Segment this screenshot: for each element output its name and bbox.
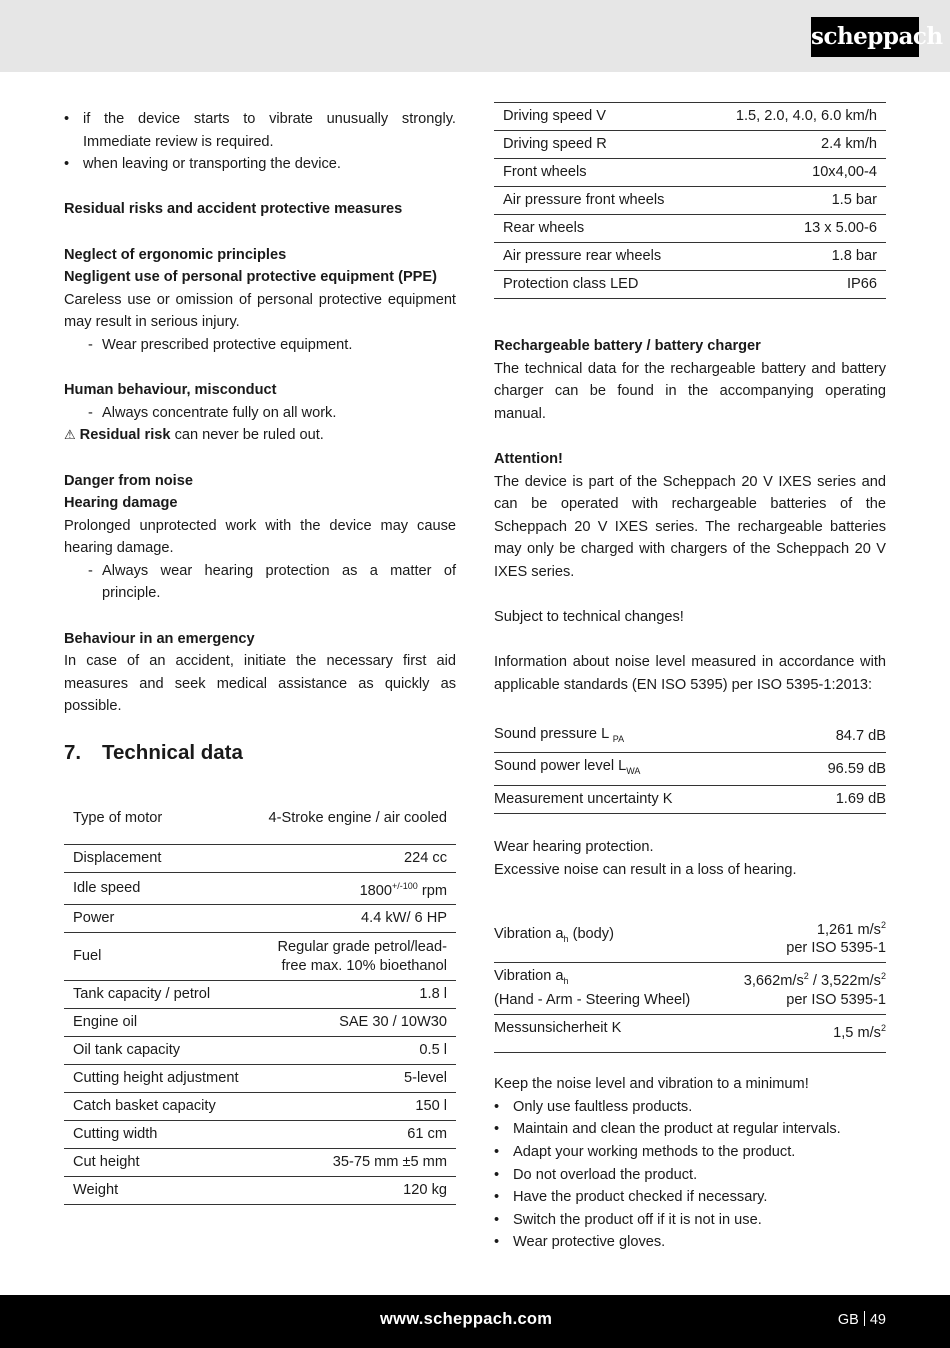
row-label: Cut height bbox=[73, 1154, 140, 1171]
noise-info-text: Information about noise level measured in accordance with applicable standards (EN ISO 5395) per ISO 5395-1:2013: bbox=[494, 654, 886, 693]
row-value: SAE 30 / 10W30 bbox=[339, 1014, 447, 1031]
table-row bbox=[64, 905, 456, 933]
scheppach-logo: scheppach bbox=[811, 17, 919, 57]
list-item: • Maintain and clean the product at regular intervals. bbox=[494, 1118, 886, 1141]
table-row bbox=[494, 215, 886, 243]
row-label: Rear wheels bbox=[503, 220, 585, 236]
row-value: Regular grade petrol/lead-free max. 10% bioethanol bbox=[277, 938, 447, 974]
value-standard: per ISO 5395-1 bbox=[786, 992, 886, 1009]
table-row bbox=[64, 1177, 456, 1205]
row-label: Catch basket capacity bbox=[73, 1098, 216, 1115]
table-row bbox=[64, 1149, 456, 1177]
battery-text: The technical data for the rechargeable battery and battery charger can be found in the accompanying operating manual. bbox=[494, 360, 886, 422]
separator bbox=[864, 1311, 865, 1326]
page-indicator bbox=[838, 1311, 886, 1328]
label-text: Sound pressure L bbox=[494, 725, 609, 742]
value-rest: / 3,522m/s bbox=[808, 973, 881, 990]
subject-to-changes: Subject to technical changes! bbox=[494, 609, 684, 626]
label-subscript: h bbox=[563, 933, 569, 944]
row-value: 5-level bbox=[404, 1070, 447, 1087]
row-value: 61 cm bbox=[407, 1126, 447, 1143]
row-value: 10x4,00-4 bbox=[812, 164, 877, 180]
row-value: 1.8 l bbox=[419, 986, 447, 1003]
table-row bbox=[64, 1009, 456, 1037]
list-item: • Only use faultless products. bbox=[494, 1096, 886, 1119]
row-label: Cutting width bbox=[73, 1126, 158, 1143]
row-label: Driving speed R bbox=[503, 136, 607, 152]
bullet-list-top bbox=[64, 108, 456, 176]
list-item: • Wear protective gloves. bbox=[494, 1231, 886, 1254]
row-label: Driving speed V bbox=[503, 108, 607, 124]
table-row bbox=[64, 1121, 456, 1149]
idle-speed-value: 1800 bbox=[359, 882, 393, 899]
value-sup: 2 bbox=[803, 971, 809, 982]
row-label bbox=[494, 963, 721, 1015]
table-row bbox=[494, 963, 886, 1015]
noise-table bbox=[494, 721, 886, 815]
row-value: 84.7 dB bbox=[835, 727, 886, 744]
row-value: 35-75 mm ±5 mm bbox=[332, 1154, 447, 1171]
section-title bbox=[64, 738, 456, 768]
table-row bbox=[64, 981, 456, 1009]
row-label: Front wheels bbox=[503, 164, 587, 180]
table-row bbox=[494, 131, 886, 159]
row-value: 150 l bbox=[415, 1098, 447, 1115]
table-row bbox=[64, 794, 456, 844]
technical-data-table-continued bbox=[494, 102, 886, 299]
idle-speed-unit: rpm bbox=[417, 882, 447, 899]
row-label: Air pressure front wheels bbox=[503, 192, 665, 208]
residual-risk-bold: Residual risk bbox=[79, 427, 171, 444]
value-text: 3,662m/s bbox=[743, 973, 804, 990]
row-label: Oil tank capacity bbox=[73, 1042, 181, 1059]
emergency-text: In case of an accident, initiate the necessary first aid measures and seek medical assistance as quickly as possible. bbox=[64, 653, 456, 715]
label-subscript: WA bbox=[626, 766, 641, 777]
row-value: 1.69 dB bbox=[835, 791, 886, 808]
list-item: • Switch the product off if it is not in use. bbox=[494, 1209, 886, 1232]
row-value: 2.4 km/h bbox=[821, 136, 877, 152]
table-row bbox=[64, 844, 456, 872]
section-title-text: Technical data bbox=[102, 741, 243, 765]
hearing-loss-line: Excessive noise can result in a loss of hearing. bbox=[494, 861, 797, 878]
right-column bbox=[494, 102, 886, 1254]
row-value: 1.8 bar bbox=[831, 248, 877, 264]
ergonomic-heading: Neglect of ergonomic principles bbox=[64, 246, 287, 263]
label-text: Vibration a bbox=[494, 925, 564, 942]
table-row bbox=[494, 271, 886, 299]
row-label: Messunsicherheit K bbox=[494, 1020, 622, 1037]
attention-text: The device is part of the Scheppach 20 V IXES series and can be operated with rechargeable batteries of the Scheppach 20 V IXES series. The rechargeable batteries may only be charged with chargers of the Scheppach 20 V IXES series. bbox=[494, 473, 886, 580]
row-label: Engine oil bbox=[73, 1014, 138, 1031]
row-label: Air pressure rear wheels bbox=[503, 248, 662, 264]
row-label: Tank capacity / petrol bbox=[73, 986, 211, 1003]
table-row bbox=[494, 243, 886, 271]
attention-heading: Attention! bbox=[494, 450, 563, 467]
row-value: IP66 bbox=[846, 276, 877, 292]
warning-triangle-icon: ⚠ bbox=[64, 427, 76, 443]
row-value bbox=[721, 912, 886, 963]
value-sup: 2 bbox=[880, 1023, 886, 1034]
row-label: Measurement uncertainty K bbox=[494, 791, 673, 808]
section-number: 7. bbox=[64, 741, 82, 765]
row-label: Cutting height adjustment bbox=[73, 1070, 239, 1087]
label-text: Vibration a bbox=[494, 968, 564, 985]
human-dash-item: - Always concentrate fully on all work. bbox=[64, 402, 456, 425]
row-label: Power bbox=[73, 910, 115, 927]
footer-bar bbox=[0, 1295, 950, 1348]
list-item: • Adapt your working methods to the product. bbox=[494, 1141, 886, 1164]
table-row bbox=[494, 1015, 886, 1053]
row-label: Fuel bbox=[73, 948, 102, 965]
left-column bbox=[64, 108, 456, 1205]
row-value: 96.59 dB bbox=[827, 760, 886, 777]
value-text: 1,5 m/s bbox=[833, 1025, 881, 1042]
row-value: 4-Stroke engine / air cooled bbox=[268, 810, 447, 827]
row-value bbox=[721, 1015, 886, 1053]
row-value: 120 kg bbox=[403, 1182, 447, 1199]
table-row bbox=[64, 872, 456, 905]
table-row bbox=[64, 1037, 456, 1065]
row-value: 13 x 5.00-6 bbox=[803, 220, 877, 236]
hearing-dash-item: - Always wear hearing protection as a matter of principle. bbox=[64, 560, 456, 605]
wear-protection-line: Wear hearing protection. bbox=[494, 839, 654, 856]
row-label bbox=[494, 721, 789, 753]
list-item: • when leaving or transporting the device. bbox=[64, 153, 456, 176]
emergency-heading: Behaviour in an emergency bbox=[64, 630, 255, 647]
row-label: Protection class LED bbox=[503, 276, 639, 292]
table-row bbox=[494, 187, 886, 215]
residual-risk-line bbox=[64, 424, 456, 447]
residual-risk-rest: can never be ruled out. bbox=[170, 427, 324, 444]
table-row bbox=[64, 1093, 456, 1121]
ppe-text: Careless use or omission of personal protective equipment may result in serious injury. bbox=[64, 291, 456, 331]
value-standard: per ISO 5395-1 bbox=[786, 940, 886, 957]
row-label: Weight bbox=[73, 1182, 119, 1199]
table-row bbox=[494, 786, 886, 814]
row-value: 1.5, 2.0, 4.0, 6.0 km/h bbox=[735, 108, 877, 124]
hearing-text: Prolonged unprotected work with the device may cause hearing damage. bbox=[64, 517, 456, 557]
noise-heading: Danger from noise bbox=[64, 472, 193, 489]
table-row bbox=[494, 159, 886, 187]
row-label bbox=[494, 912, 721, 963]
bullet-list-bottom bbox=[494, 1096, 886, 1254]
page-number: 49 bbox=[869, 1312, 886, 1328]
language-code: GB bbox=[837, 1312, 859, 1328]
header-bar bbox=[0, 0, 950, 72]
label-subscript: h bbox=[563, 976, 569, 987]
hearing-heading: Hearing damage bbox=[64, 495, 178, 512]
technical-data-table bbox=[64, 794, 456, 1205]
website-link[interactable]: www.scheppach.com bbox=[380, 1310, 553, 1328]
row-label: Displacement bbox=[73, 849, 162, 866]
table-row bbox=[494, 103, 886, 131]
row-label bbox=[494, 753, 789, 786]
list-item: • Have the product checked if necessary. bbox=[494, 1186, 886, 1209]
value-sup: 2 bbox=[880, 919, 886, 930]
table-row bbox=[64, 1065, 456, 1093]
row-value: 4.4 kW/ 6 HP bbox=[361, 910, 447, 927]
vibration-table bbox=[494, 912, 886, 1054]
table-row bbox=[494, 721, 886, 753]
label-line2: (Hand - Arm - Steering Wheel) bbox=[494, 992, 691, 1009]
row-value: 0.5 l bbox=[419, 1042, 447, 1059]
human-behaviour-heading: Human behaviour, misconduct bbox=[64, 382, 277, 399]
row-value bbox=[248, 872, 456, 905]
label-subscript: PA bbox=[612, 733, 625, 744]
residual-risks-heading: Residual risks and accident protective measures bbox=[64, 201, 403, 218]
row-label: Type of motor bbox=[73, 810, 163, 827]
label-text: Sound power level L bbox=[494, 758, 627, 775]
list-item: • if the device starts to vibrate unusually strongly. Immediate review is required. bbox=[64, 108, 456, 153]
row-value: 224 cc bbox=[404, 849, 447, 866]
keep-minimum-text: Keep the noise level and vibration to a minimum! bbox=[494, 1076, 809, 1093]
table-row bbox=[494, 753, 886, 786]
ppe-dash-item: - Wear prescribed protective equipment. bbox=[64, 334, 456, 357]
value-sup2: 2 bbox=[880, 971, 886, 982]
value-text: 1,261 m/s bbox=[816, 921, 881, 938]
battery-heading: Rechargeable battery / battery charger bbox=[494, 338, 761, 354]
row-value: 1.5 bar bbox=[831, 192, 877, 208]
label-rest: (body) bbox=[568, 925, 614, 942]
row-value bbox=[721, 963, 886, 1015]
idle-speed-tolerance: +/-100 bbox=[392, 880, 418, 891]
table-row bbox=[494, 912, 886, 963]
row-label: Idle speed bbox=[73, 879, 141, 896]
list-item: • Do not overload the product. bbox=[494, 1164, 886, 1187]
table-row bbox=[64, 933, 456, 981]
ppe-heading: Negligent use of personal protective equipment (PPE) bbox=[64, 269, 438, 286]
